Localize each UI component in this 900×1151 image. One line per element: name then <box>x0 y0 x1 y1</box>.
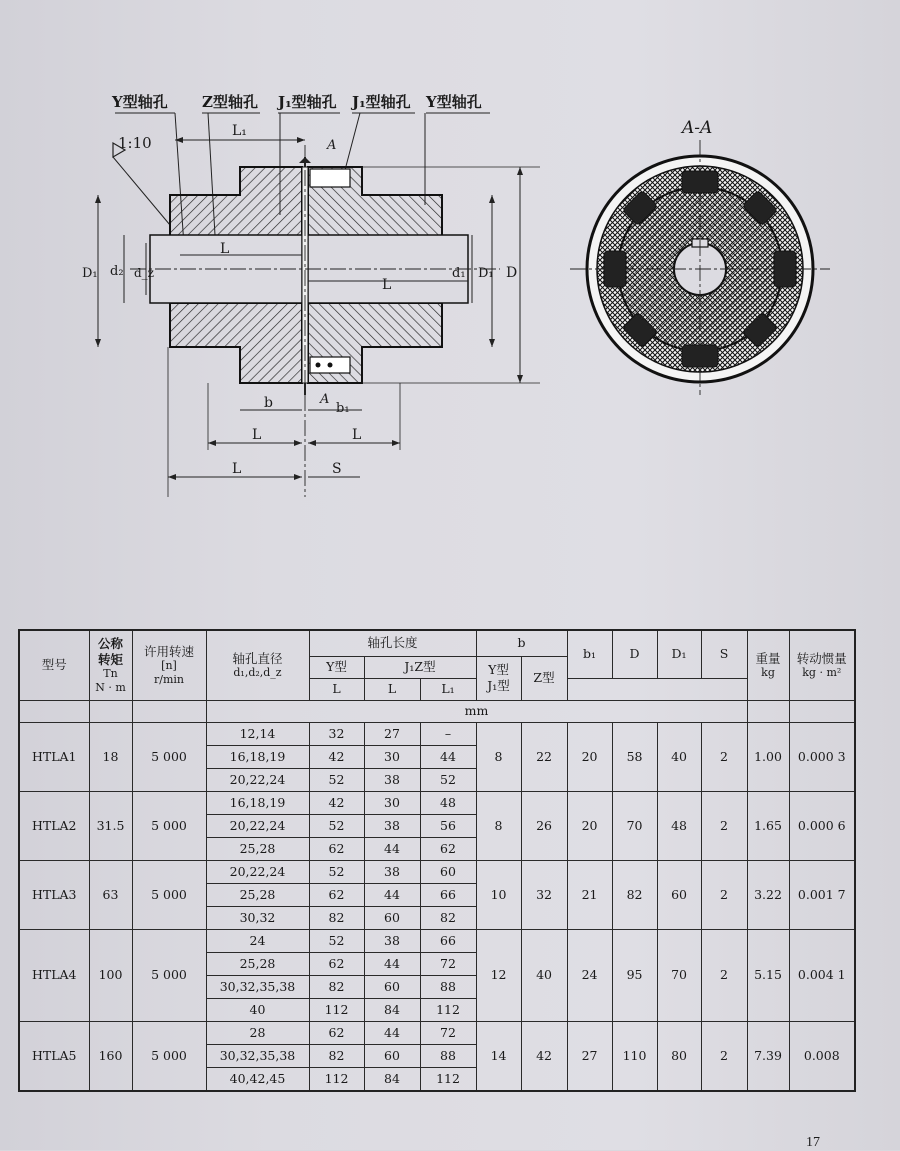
cell-b_y: 12 <box>476 929 521 1021</box>
label-l1: L₁ <box>232 123 247 139</box>
cell-torque: 63 <box>89 860 132 929</box>
cell-l1: 112 <box>420 998 476 1021</box>
cell-yl: 42 <box>309 791 364 814</box>
cell-d: 40 <box>206 998 309 1021</box>
cell-jl: 84 <box>364 998 420 1021</box>
cell-torque: 18 <box>89 722 132 791</box>
cell-D: 110 <box>612 1021 657 1091</box>
cell-S: 2 <box>701 1021 747 1091</box>
cell-jl: 44 <box>364 952 420 975</box>
th-inertia: 转动惯量 kg · m² <box>789 630 855 700</box>
cell-speed: 5 000 <box>132 722 206 791</box>
label-y-hole-right: Y型轴孔 <box>426 93 482 111</box>
cell-b_z: 32 <box>521 860 567 929</box>
cell-l1: 48 <box>420 791 476 814</box>
cell-b1: 20 <box>567 791 612 860</box>
cell-l1: 112 <box>420 1067 476 1091</box>
cell-torque: 160 <box>89 1021 132 1091</box>
cell-D: 95 <box>612 929 657 1021</box>
cell-model: HTLA1 <box>19 722 89 791</box>
cell-yl: 82 <box>309 1044 364 1067</box>
cell-torque: 100 <box>89 929 132 1021</box>
cell-jl: 44 <box>364 1021 420 1044</box>
cell-jl: 84 <box>364 1067 420 1091</box>
cell-model: HTLA3 <box>19 860 89 929</box>
th-mm: mm <box>206 700 747 722</box>
coupling-drawing <box>80 85 860 505</box>
table-row <box>19 722 855 745</box>
cell-inertia: 0.001 7 <box>789 860 855 929</box>
cell-inertia: 0.008 <box>789 1021 855 1091</box>
cell-weight: 7.39 <box>747 1021 789 1091</box>
label-dz: d_z <box>134 266 155 280</box>
cell-d: 12,14 <box>206 722 309 745</box>
label-b1: b₁ <box>336 401 350 416</box>
cell-d: 40,42,45 <box>206 1067 309 1091</box>
cell-yl: 82 <box>309 975 364 998</box>
th-bore: 轴孔直径 d₁,d₂,d_z <box>206 630 309 700</box>
cell-speed: 5 000 <box>132 929 206 1021</box>
cell-l1: 72 <box>420 1021 476 1044</box>
cell-yl: 42 <box>309 745 364 768</box>
label-l-dim-right: L <box>352 427 362 443</box>
label-d1-right: D₁ <box>478 266 494 281</box>
label-d-outer: D <box>506 265 518 281</box>
cell-d: 16,18,19 <box>206 791 309 814</box>
cell-d: 25,28 <box>206 837 309 860</box>
section-view <box>570 140 830 395</box>
cell-l1: 88 <box>420 975 476 998</box>
th-b-z: Z型 <box>521 656 567 700</box>
cell-jl: 38 <box>364 814 420 837</box>
cell-inertia: 0.004 1 <box>789 929 855 1021</box>
th-S: S <box>701 630 747 678</box>
table-row <box>19 1021 855 1044</box>
cell-S: 2 <box>701 722 747 791</box>
cell-d: 30,32,35,38 <box>206 975 309 998</box>
cell-S: 2 <box>701 929 747 1021</box>
section-title: A-A <box>682 118 713 138</box>
th-b1: b₁ <box>567 630 612 678</box>
label-j1-hole-b: J₁型轴孔 <box>352 93 411 111</box>
cell-S: 2 <box>701 860 747 929</box>
th-D: D <box>612 630 657 678</box>
cell-d: 20,22,24 <box>206 814 309 837</box>
cell-b1: 27 <box>567 1021 612 1091</box>
cell-inertia: 0.000 6 <box>789 791 855 860</box>
cell-d: 30,32,35,38 <box>206 1044 309 1067</box>
cell-D1: 80 <box>657 1021 701 1091</box>
cell-yl: 62 <box>309 1021 364 1044</box>
cell-l1: 66 <box>420 883 476 906</box>
section-mark-bottom: A <box>320 392 330 407</box>
cell-d: 25,28 <box>206 952 309 975</box>
cell-yl: 32 <box>309 722 364 745</box>
cell-l1: – <box>420 722 476 745</box>
cell-b_z: 26 <box>521 791 567 860</box>
cell-weight: 1.00 <box>747 722 789 791</box>
cell-jl: 44 <box>364 837 420 860</box>
cell-jl: 38 <box>364 929 420 952</box>
cell-d: 30,32 <box>206 906 309 929</box>
th-y-type: Y型 <box>309 656 364 678</box>
th-speed: 许用转速 [n] r/min <box>132 630 206 700</box>
cell-l1: 88 <box>420 1044 476 1067</box>
cell-yl: 52 <box>309 814 364 837</box>
table-row <box>19 860 855 883</box>
cell-d: 16,18,19 <box>206 745 309 768</box>
cell-d: 20,22,24 <box>206 768 309 791</box>
cell-jl: 60 <box>364 975 420 998</box>
cell-yl: 112 <box>309 1067 364 1091</box>
cell-jl: 27 <box>364 722 420 745</box>
cell-D1: 70 <box>657 929 701 1021</box>
label-d2: d₂ <box>110 264 124 279</box>
th-l-b: L <box>364 678 420 700</box>
cell-yl: 112 <box>309 998 364 1021</box>
cell-D1: 48 <box>657 791 701 860</box>
cell-yl: 52 <box>309 768 364 791</box>
cell-b_y: 8 <box>476 791 521 860</box>
cell-jl: 30 <box>364 745 420 768</box>
cell-D1: 40 <box>657 722 701 791</box>
cell-b1: 21 <box>567 860 612 929</box>
cell-jl: 38 <box>364 860 420 883</box>
cell-b_z: 40 <box>521 929 567 1021</box>
cell-l1: 66 <box>420 929 476 952</box>
cell-D1: 60 <box>657 860 701 929</box>
table-body <box>19 722 855 1091</box>
cell-torque: 31.5 <box>89 791 132 860</box>
th-weight: 重量 kg <box>747 630 789 700</box>
cell-b_z: 42 <box>521 1021 567 1091</box>
cell-yl: 62 <box>309 952 364 975</box>
th-D1: D₁ <box>657 630 701 678</box>
cell-D: 82 <box>612 860 657 929</box>
cell-inertia: 0.000 3 <box>789 722 855 791</box>
label-d1-small: d₁ <box>452 266 466 281</box>
cell-jl: 44 <box>364 883 420 906</box>
label-l-dim-left: L <box>252 427 262 443</box>
cell-l1: 60 <box>420 860 476 883</box>
label-y-hole-left: Y型轴孔 <box>112 93 168 111</box>
cell-jl: 30 <box>364 791 420 814</box>
cell-b1: 24 <box>567 929 612 1021</box>
cell-b1: 20 <box>567 722 612 791</box>
cell-speed: 5 000 <box>132 860 206 929</box>
th-l1: L₁ <box>420 678 476 700</box>
label-d1-left: D₁ <box>82 266 98 281</box>
cell-l1: 52 <box>420 768 476 791</box>
cell-model: HTLA2 <box>19 791 89 860</box>
cell-d: 25,28 <box>206 883 309 906</box>
cell-jl: 60 <box>364 1044 420 1067</box>
label-l-dim-bottom: L <box>232 461 242 477</box>
cell-yl: 62 <box>309 883 364 906</box>
cell-l1: 62 <box>420 837 476 860</box>
cell-yl: 52 <box>309 929 364 952</box>
cell-weight: 3.22 <box>747 860 789 929</box>
cell-D: 58 <box>612 722 657 791</box>
label-b: b <box>264 395 273 411</box>
cell-d: 28 <box>206 1021 309 1044</box>
label-j1-hole-a: J₁型轴孔 <box>278 93 337 111</box>
cell-model: HTLA5 <box>19 1021 89 1091</box>
th-b-yj: Y型 J₁型 <box>476 656 521 700</box>
label-l-inner-left: L <box>220 241 230 257</box>
label-z-hole: Z型轴孔 <box>202 93 258 111</box>
cell-d: 20,22,24 <box>206 860 309 883</box>
cell-yl: 62 <box>309 837 364 860</box>
page-number: 17 <box>806 1135 820 1150</box>
th-model: 型号 <box>19 630 89 700</box>
cell-weight: 1.65 <box>747 791 789 860</box>
th-hub-length: 轴孔长度 <box>309 630 476 656</box>
cell-yl: 82 <box>309 906 364 929</box>
cell-l1: 82 <box>420 906 476 929</box>
cell-yl: 52 <box>309 860 364 883</box>
spec-table <box>18 629 856 1092</box>
table-row <box>19 791 855 814</box>
table-row <box>19 929 855 952</box>
cell-jl: 60 <box>364 906 420 929</box>
cell-b_y: 14 <box>476 1021 521 1091</box>
cell-l1: 72 <box>420 952 476 975</box>
label-s: S <box>332 461 342 477</box>
cell-b_y: 10 <box>476 860 521 929</box>
cell-speed: 5 000 <box>132 1021 206 1091</box>
cell-model: HTLA4 <box>19 929 89 1021</box>
cell-d: 24 <box>206 929 309 952</box>
cell-jl: 38 <box>364 768 420 791</box>
th-jz-type: J₁Z型 <box>364 656 476 678</box>
cell-b_y: 8 <box>476 722 521 791</box>
th-b: b <box>476 630 567 656</box>
label-taper: 1:10 <box>118 134 152 152</box>
cell-weight: 5.15 <box>747 929 789 1021</box>
cell-D: 70 <box>612 791 657 860</box>
th-torque: 公称 转矩 Tn N · m <box>89 630 132 700</box>
cell-speed: 5 000 <box>132 791 206 860</box>
cell-S: 2 <box>701 791 747 860</box>
label-l-inner-right: L <box>382 277 392 293</box>
th-l-a: L <box>309 678 364 700</box>
cell-b_z: 22 <box>521 722 567 791</box>
cell-l1: 44 <box>420 745 476 768</box>
cell-l1: 56 <box>420 814 476 837</box>
section-mark-top: A <box>327 138 337 153</box>
